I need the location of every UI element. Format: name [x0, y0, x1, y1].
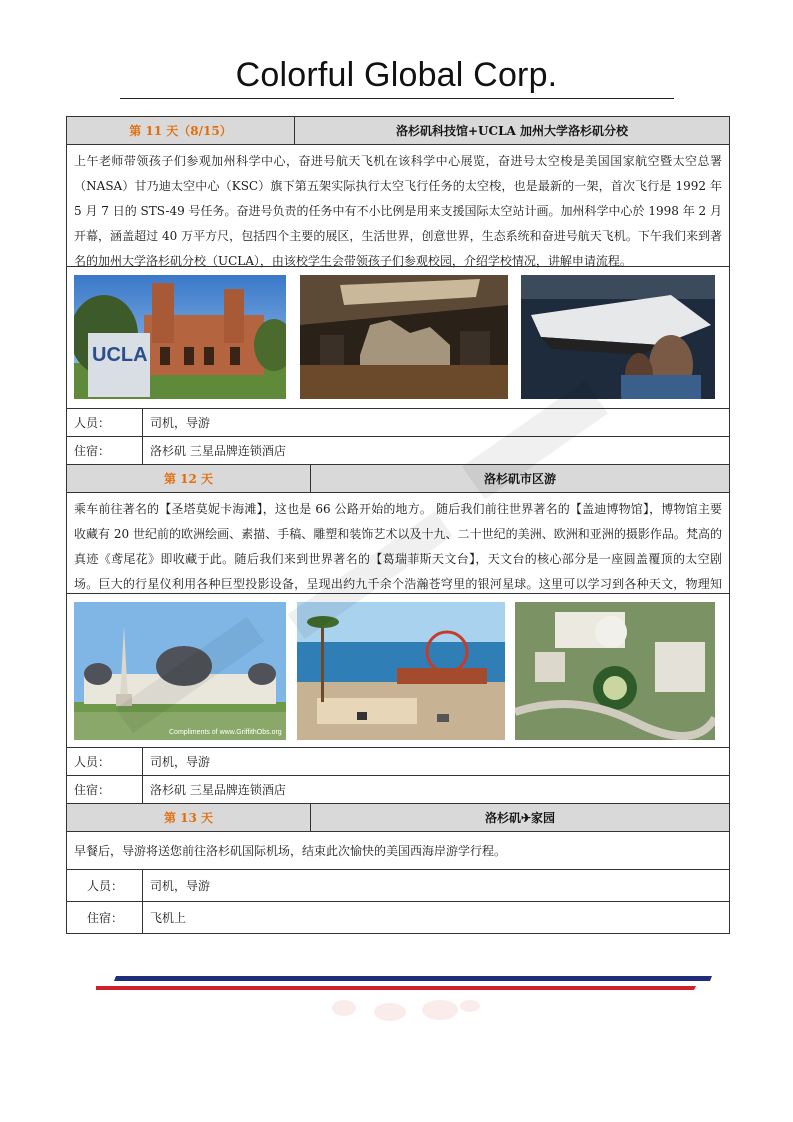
day-header-11 [67, 117, 729, 145]
day-header-12 [67, 465, 729, 493]
ucla-royce-hall-photo [74, 275, 286, 399]
lodging-value: 洛杉矶 三星品牌连锁酒店 [150, 783, 286, 797]
day-description-row [67, 493, 729, 594]
day-description-row [67, 832, 729, 870]
photo-row [67, 267, 729, 409]
lodging-label: 住宿： [67, 902, 143, 933]
staff-value: 司机，导游 [150, 879, 211, 893]
staff-label: 人员： [67, 409, 143, 436]
day-description: 早餐后，导游将送您前往洛杉矶国际机场，结束此次愉快的美国西海岸游学行程。 [74, 844, 507, 858]
day-description: 上午老师带领孩子们参观加州科学中心，奋进号航天飞机在该科学中心展览，奋进号太空梭是美国国家航空暨太空总署（NASA）甘乃迪太空中心（KSC）旗下第五架实际执行太空飞行任务的太空梭，也是最新的一架，首次飞行是 1992 年 5 月 7 日的 STS-49 号任务。奋进号负责的任务中有不小比例是用来支援国际太空站计画。加州科学中心於 1998 年 2 月开幕，涵盖超过 40 万平方尺，包括四个主要的展区，生活世界，创意世界，生态系统和奋进号航天飞机。下午我们来到著名的加州大学洛杉矶分校（UCLA），由该校学生会带领孩子们参观校园，介绍学校情况，讲解申请流程。 [74, 154, 722, 268]
day-description-row [67, 145, 729, 267]
photo-strip [67, 594, 729, 747]
lodging-row [67, 902, 729, 934]
staff-row [67, 870, 729, 902]
staff-value: 司机，导游 [150, 416, 211, 430]
ucla-sign-text: UCLA [92, 344, 148, 366]
day-label: 第 11 天（8/15） [67, 117, 295, 145]
day-label: 第 13 天 [67, 804, 311, 832]
day-description: 乘车前往著名的【圣塔莫妮卡海滩】，这也是 66 公路开始的地方。 随后我们前往世界著名的【盖迪博物馆】，博物馆主要收藏有 20 世纪前的欧洲绘画、素描、手稿、雕塑和装饰艺术以及十九、二十世纪的美洲、欧洲和亚洲的摄影作品。梵高的真迹《鸢尾花》即收藏于此。随后我们来到世界著名的【葛瑞菲斯天文台】，天文台的核心部分是一座圆盖覆顶的太空剧场。巨大的行星仪利用各种巨型投影设备，呈现出约九千余个浩瀚苍穹里的银河星球。这里可以学习到各种天文，物理知 [74, 502, 722, 591]
lodging-row [67, 437, 729, 465]
day-route: 洛杉矶市区游 [483, 471, 556, 486]
staff-value: 司机，导游 [150, 755, 211, 769]
day-route: 洛杉矶科技馆+UCLA 加州大学洛杉矶分校 [396, 123, 628, 138]
getty-museum-aerial-photo [515, 602, 715, 740]
photo-strip [67, 267, 729, 408]
header-divider [120, 98, 674, 99]
lodging-label: 住宿： [67, 437, 143, 464]
griffith-observatory-photo [74, 602, 286, 740]
lodging-value: 飞机上 [150, 911, 187, 925]
photo-row [67, 594, 729, 748]
photo-credit: Compliments of www.GriffithObs.org [169, 729, 282, 736]
day-route: 洛杉矶✈家园 [484, 810, 556, 825]
faint-stamp-graphic [320, 990, 490, 1030]
staff-row [67, 409, 729, 437]
staff-label: 人员： [67, 748, 143, 775]
staff-row [67, 748, 729, 776]
lodging-label: 住宿： [67, 776, 143, 803]
lodging-row [67, 776, 729, 804]
lodging-value: 洛杉矶 三星品牌连锁酒店 [150, 444, 286, 458]
santa-monica-pier-photo [297, 602, 505, 740]
endeavour-shuttle-photo [521, 275, 715, 399]
science-center-hall-photo [300, 275, 508, 399]
staff-label: 人员： [67, 870, 143, 901]
itinerary-table [66, 116, 730, 934]
day-header-13 [67, 804, 729, 832]
day-label: 第 12 天 [67, 465, 311, 493]
company-title: Colorful Global Corp. [235, 56, 558, 94]
